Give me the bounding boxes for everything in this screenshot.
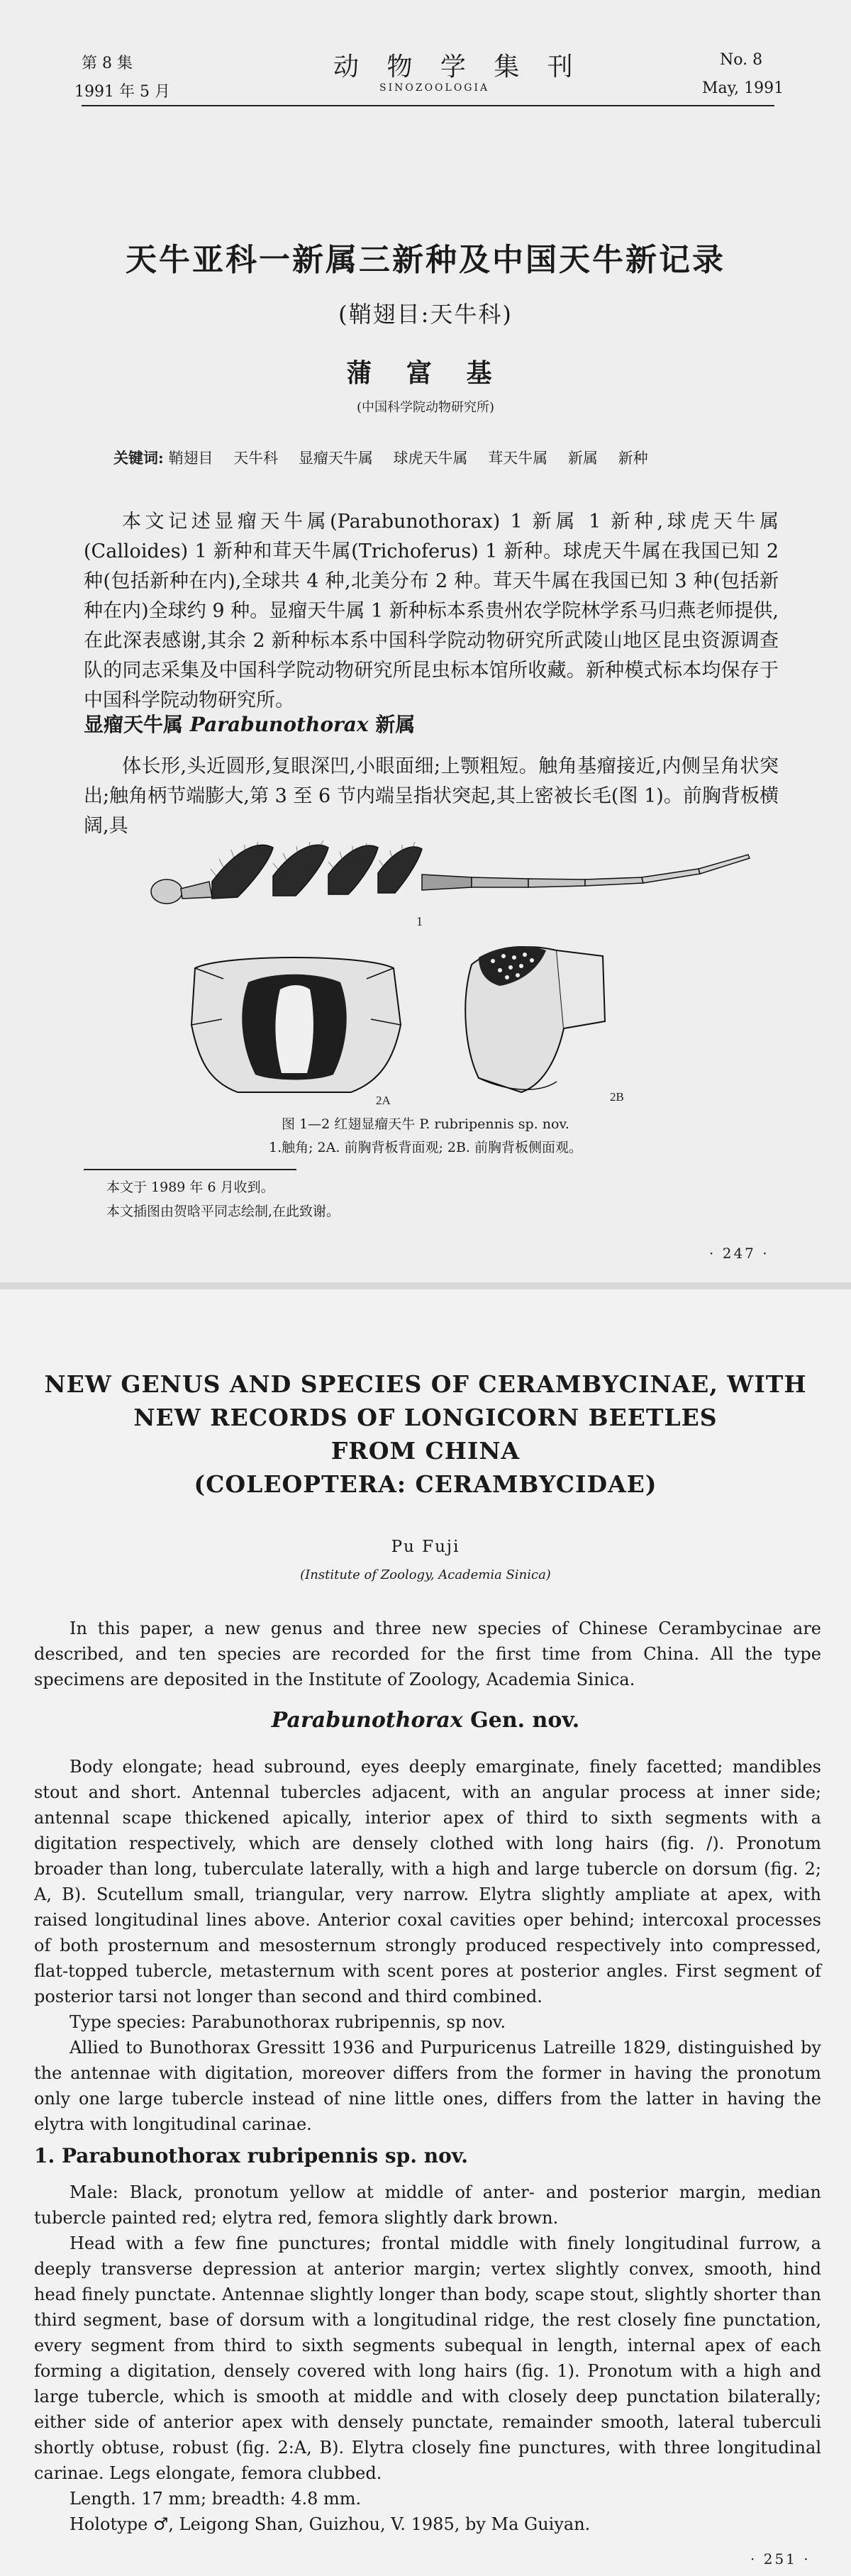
head-description: Head with a few fine punctures; frontal middle with finely longitudinal furrow, a deeply transverse depression at anterior margin; vertex slightly convex, smooth, hind head finely punctate. Antennae slightly longer than body, scape stout, slightly shorter than third segment, base of dorsum with a longitudinal ridge, the rest closely fine punctation, every segment from third to sixth segments subequal in length, internal apex of each forming a digitation, densely covered with long hairs (fig. 1). Pronotum with a high and large tubercle, which is smooth at middle and with closely deep punctation bilaterally; either side of anterior apex with densely punctate, remainder smooth, lateral tuberculi shortly obtuse, robust (fig. 2:A, B). Elytra closely fine punctures, with three longitudinal carinae. Legs elongate, femora clubbed. [34, 2233, 821, 2483]
keywords-label: 关键词: [113, 449, 164, 467]
figure-label-2a: 2A [376, 1094, 391, 1107]
page-247 [0, 0, 851, 1282]
title-line: NEW GENUS AND SPECIES OF CERAMBYCINAE, WITH [44, 1370, 807, 1398]
footnote-received: 本文于 1989 年 6 月收到。 [106, 1179, 274, 1195]
title-line: (COLEOPTERA: CERAMBYCIDAE) [194, 1470, 657, 1498]
title-line: NEW RECORDS OF LONGICORN BEETLES [133, 1404, 718, 1431]
genus-heading-name: Parabunothorax [271, 1708, 463, 1733]
intro-paragraph: In this paper, a new genus and three new species of Chinese Cerambycinae are described, and ten species are recorded for the first time from China. All the type specimens are deposited in the Institute of Zoology, Academia Sinica. [34, 1619, 821, 1689]
length-measure: Length. 17 mm; breadth: 4.8 mm. [69, 2489, 362, 2509]
journal-title-en: SINOZOOLOGIA [379, 82, 490, 94]
journal-title-cn: 动 物 学 集 刊 [333, 52, 583, 82]
type-species: Type species: Parabunothorax rubripennis, sp nov. [69, 2012, 506, 2032]
keyword: 新种 [618, 450, 648, 467]
figure-caption-line1: 图 1—2 红翅显瘤天牛 P. rubripennis sp. nov. [282, 1116, 569, 1132]
author-cn: 蒲 富 基 [346, 358, 505, 388]
antenna-figure [138, 833, 762, 933]
page-251 [0, 1289, 851, 2576]
abstract-cn: 本文记述显瘤天牛属(Parabunothorax) 1 新属 1 新种,球虎天牛属(Calloides) 1 新种和茸天牛属(Trichoferus) 1 新种。球虎天牛属在我国已知 2 种(包括新种在内),全球共 4 种,北美分布 2 种。茸天牛属在我国已知 3 种(包括新种在内)全球约 9 种。显瘤天牛属 1 新种标本系贵州农学院林学系马归燕老师提供,在此深表感谢,其余 2 新种标本系中国科学院动物研究所武陵山地区昆虫资源调查队的同志采集及中国科学院动物研究所昆虫标本馆所收藏。新种模式标本均保存于中国科学院动物研究所。 [84, 511, 779, 711]
keyword: 天牛科 [233, 450, 279, 467]
article-title-cn: 天牛亚科一新属三新种及中国天牛新记录 [126, 242, 725, 278]
keyword: 显瘤天牛属 [298, 450, 373, 467]
affiliation-cn: (中国科学院动物研究所) [356, 400, 495, 415]
intro-en [34, 1616, 821, 1692]
section-heading-cn [84, 709, 415, 738]
pronotum-lateral-figure [450, 936, 642, 1110]
male-description: Male: Black, pronotum yellow at middle of anter- and posterior margin, median tubercle painted red; elytra red, femora slightly dark brown. [34, 2182, 821, 2228]
species-heading: 1. Parabunothorax rubripennis sp. nov. [34, 2144, 468, 2167]
genus-description-cn: 体长形,头近圆形,复眼深凹,小眼面细;上颚粗短。触角基瘤接近,内侧呈角状突出;触角柄节端膨大,第 3 至 6 节内端呈指状突起,其上密被长毛(图 1)。前胸背板横阔,具 [84, 755, 779, 837]
header-date-cn: 1991 年 5 月 [74, 83, 170, 101]
genus-heading-en [0, 1708, 851, 1733]
section-heading-suffix: 新属 [375, 713, 416, 736]
keywords [113, 447, 664, 468]
header-volume: 第 8 集 [82, 55, 133, 72]
keyword: 球虎天牛属 [393, 450, 468, 467]
keyword: 鞘翅目 [168, 450, 213, 467]
figure-caption-line2: 1.触角; 2A. 前胸背板背面观; 2B. 前胸背板侧面观。 [268, 1140, 583, 1155]
figure-label-1: 1 [416, 914, 423, 928]
allied-note: Allied to Bunothorax Gressitt 1936 and Purpuricenus Latreille 1829, distinguished by the antennae with digitation, moreover differs from the former in having the pronotum only one large tubercle instead of nine little ones, differs from the latter in having the elytra with longitudinal carinae. [34, 2038, 821, 2134]
title-line: FROM CHINA [330, 1437, 521, 1465]
article-title-en [0, 1367, 851, 1501]
section-heading-latin: Parabunothorax [189, 713, 369, 736]
article-subtitle-cn: (鞘翅目:天牛科) [338, 301, 513, 328]
header-rule [82, 105, 774, 106]
section-heading-genus-cn: 显瘤天牛属 [84, 713, 184, 736]
author-en: Pu Fuji [391, 1538, 460, 1556]
page-number: · 251 · [750, 2550, 811, 2567]
pronotum-dorsal-figure [181, 940, 415, 1110]
genus-section-en [34, 1754, 821, 2137]
genus-description: Body elongate; head subround, eyes deeply emarginate, finely facetted; mandibles stout and short. Antennal tubercles adjacent, with an angular process at inner side; antennal scape thickened apically, interior apex of third to sixth segments with a digitation respectively, which are densely clothed with long hairs (fig. /). Pronotum broader than long, tuberculate laterally, with a high and large tubercle on dorsum (fig. 2; A, B). Scutellum small, triangular, very narrow. Elytra slightly ampliate at apex, with raised longitudinal lines above. Anterior coxal cavities oper behind; intercoxal processes of both prosternum and mesosternum strongly produced respectively into compressed, flat-topped tubercle, metasternum with scent pores at posterior angles. First segment of posterior tarsi not longer than second and third combined. [34, 1757, 821, 2006]
header-issue-no: No. 8 [720, 51, 763, 69]
keyword: 新属 [567, 450, 598, 467]
footnote-rule [84, 1169, 296, 1170]
affiliation-en: (Institute of Zoology, Academia Sinica) [300, 1567, 551, 1582]
genus-heading-suffix: Gen. nov. [470, 1708, 580, 1733]
keyword: 茸天牛属 [488, 450, 548, 467]
species-description-en [34, 2180, 821, 2537]
figure-label-2b: 2B [610, 1090, 624, 1104]
footnote-illustration: 本文插图由贺晗平同志绘制,在此致谢。 [106, 1204, 340, 1219]
header-date-en: May, 1991 [702, 79, 784, 97]
page-number: · 247 · [709, 1245, 769, 1262]
holotype-record: Holotype ♂, Leigong Shan, Guizhou, V. 1985, by Ma Guiyan. [69, 2514, 591, 2534]
